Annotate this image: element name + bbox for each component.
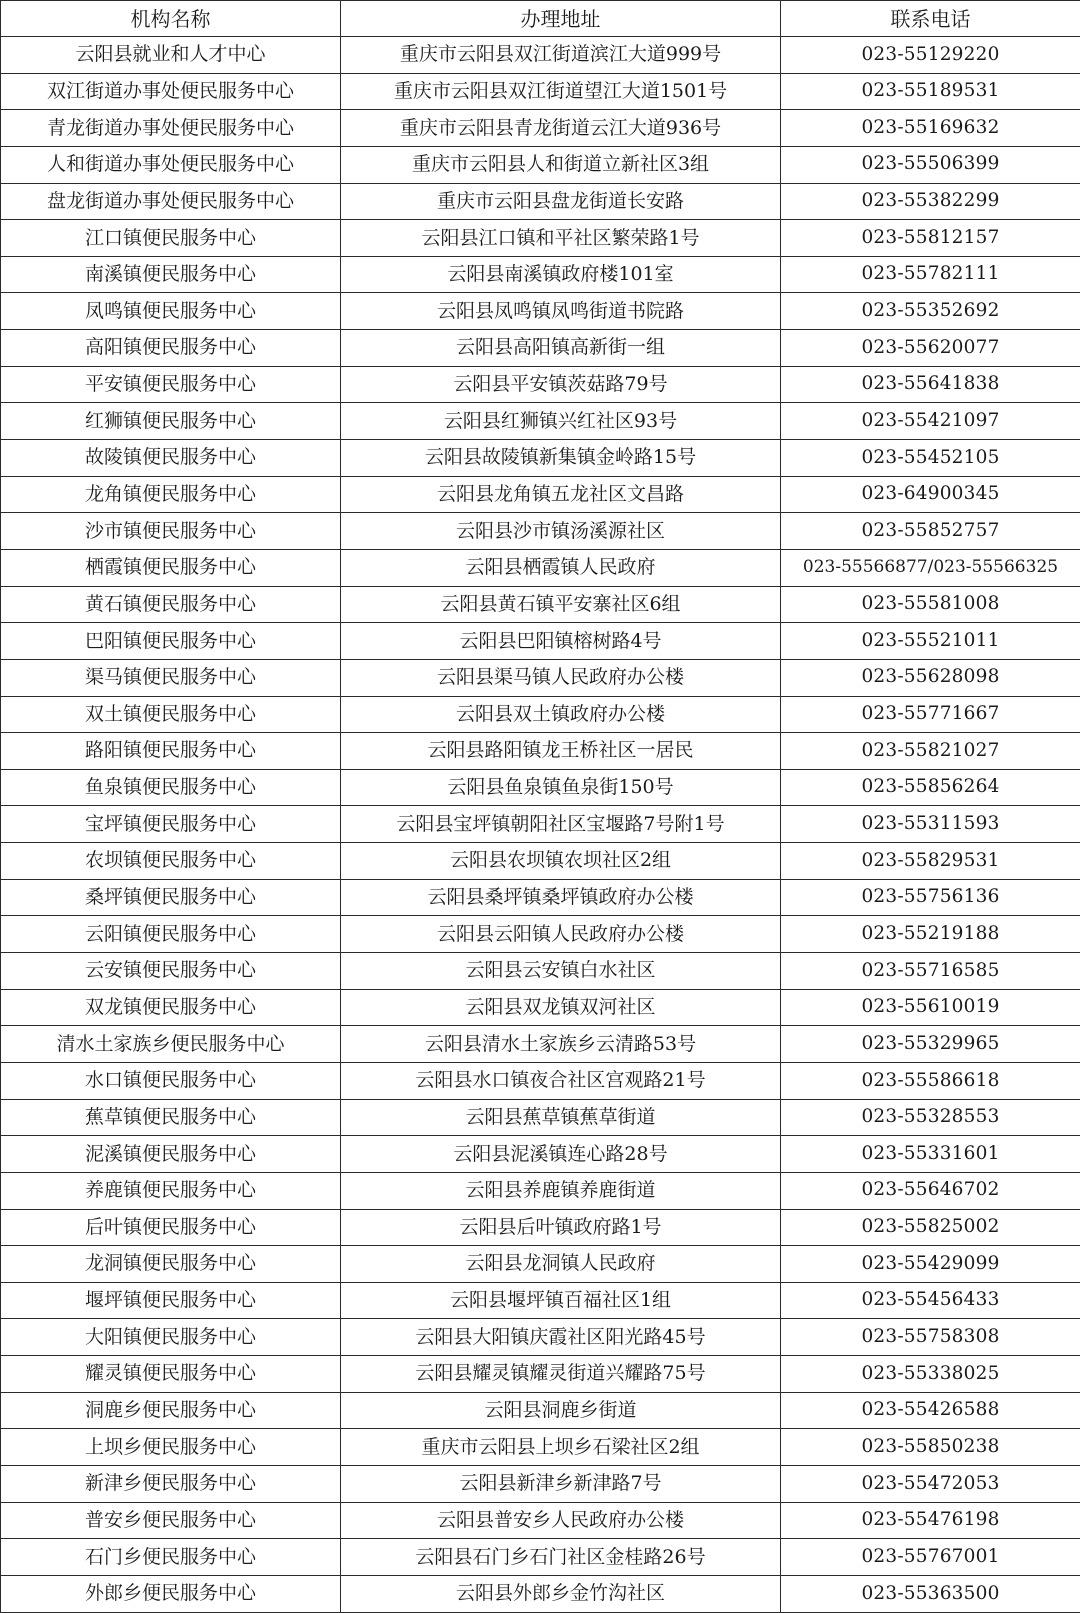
table-row	[1, 1392, 1080, 1429]
institution-name-cell: 云阳县就业和人才中心	[1, 37, 341, 74]
table-row	[1, 330, 1080, 367]
institution-name-cell: 鱼泉镇便民服务中心	[1, 769, 341, 806]
phone-cell: 023-55472053	[781, 1465, 1080, 1502]
table-row	[1, 1099, 1080, 1136]
address-cell: 云阳县新津乡新津路7号	[341, 1465, 781, 1502]
header-institution-name: 机构名称	[1, 1, 341, 37]
address-cell: 云阳县水口镇夜合社区宫观路21号	[341, 1062, 781, 1099]
phone-cell: 023-55328553	[781, 1099, 1080, 1136]
phone-cell: 023-55426588	[781, 1392, 1080, 1429]
institution-name-cell: 栖霞镇便民服务中心	[1, 549, 341, 586]
table-row	[1, 476, 1080, 513]
institution-name-cell: 巴阳镇便民服务中心	[1, 623, 341, 660]
address-cell: 重庆市云阳县双江街道望江大道1501号	[341, 73, 781, 110]
phone-cell: 023-55716585	[781, 953, 1080, 990]
institution-name-cell: 桑坪镇便民服务中心	[1, 879, 341, 916]
address-cell: 云阳县云阳镇人民政府办公楼	[341, 916, 781, 953]
phone-cell: 023-55421097	[781, 403, 1080, 440]
table-body	[1, 37, 1080, 1613]
table-row	[1, 256, 1080, 293]
phone-cell: 023-55382299	[781, 183, 1080, 220]
institution-name-cell: 水口镇便民服务中心	[1, 1062, 341, 1099]
phone-cell: 023-55628098	[781, 659, 1080, 696]
phone-cell: 023-55581008	[781, 586, 1080, 623]
address-cell: 云阳县桑坪镇桑坪镇政府办公楼	[341, 879, 781, 916]
address-cell: 云阳县平安镇茨菇路79号	[341, 366, 781, 403]
institution-name-cell: 普安乡便民服务中心	[1, 1502, 341, 1539]
table-row	[1, 696, 1080, 733]
address-cell: 云阳县农坝镇农坝社区2组	[341, 843, 781, 880]
address-cell: 云阳县云安镇白水社区	[341, 953, 781, 990]
address-cell: 云阳县堰坪镇百福社区1组	[341, 1282, 781, 1319]
institution-name-cell: 云安镇便民服务中心	[1, 953, 341, 990]
table-row	[1, 879, 1080, 916]
address-cell: 重庆市云阳县盘龙街道长安路	[341, 183, 781, 220]
institution-name-cell: 双土镇便民服务中心	[1, 696, 341, 733]
address-cell: 云阳县鱼泉镇鱼泉街150号	[341, 769, 781, 806]
phone-cell: 023-55476198	[781, 1502, 1080, 1539]
institution-name-cell: 双龙镇便民服务中心	[1, 989, 341, 1026]
phone-cell: 023-55311593	[781, 806, 1080, 843]
institution-name-cell: 农坝镇便民服务中心	[1, 843, 341, 880]
institution-name-cell: 红狮镇便民服务中心	[1, 403, 341, 440]
phone-cell: 023-55852757	[781, 513, 1080, 550]
address-cell: 云阳县宝坪镇朝阳社区宝堰路7号附1号	[341, 806, 781, 843]
institution-name-cell: 平安镇便民服务中心	[1, 366, 341, 403]
phone-cell: 023-55856264	[781, 769, 1080, 806]
phone-cell: 023-55758308	[781, 1319, 1080, 1356]
institution-name-cell: 石门乡便民服务中心	[1, 1539, 341, 1576]
address-cell: 云阳县双龙镇双河社区	[341, 989, 781, 1026]
table-row	[1, 1282, 1080, 1319]
phone-cell: 023-55219188	[781, 916, 1080, 953]
phone-cell: 023-55829531	[781, 843, 1080, 880]
address-cell: 云阳县高阳镇高新街一组	[341, 330, 781, 367]
institution-name-cell: 外郎乡便民服务中心	[1, 1575, 341, 1612]
institution-name-cell: 渠马镇便民服务中心	[1, 659, 341, 696]
phone-cell: 023-55771667	[781, 696, 1080, 733]
address-cell: 云阳县泥溪镇连心路28号	[341, 1136, 781, 1173]
table-row	[1, 1539, 1080, 1576]
phone-cell: 023-55566877/023-55566325	[781, 549, 1080, 586]
address-cell: 云阳县蕉草镇蕉草街道	[341, 1099, 781, 1136]
phone-cell: 023-55767001	[781, 1539, 1080, 1576]
table-row	[1, 1246, 1080, 1283]
table-row	[1, 843, 1080, 880]
institution-name-cell: 故陵镇便民服务中心	[1, 440, 341, 477]
institution-name-cell: 新津乡便民服务中心	[1, 1465, 341, 1502]
institution-name-cell: 凤鸣镇便民服务中心	[1, 293, 341, 330]
address-cell: 云阳县普安乡人民政府办公楼	[341, 1502, 781, 1539]
table-header	[1, 1, 1080, 37]
institution-name-cell: 沙市镇便民服务中心	[1, 513, 341, 550]
phone-cell: 023-55812157	[781, 220, 1080, 257]
phone-cell: 023-55821027	[781, 733, 1080, 770]
address-cell: 云阳县江口镇和平社区繁荣路1号	[341, 220, 781, 257]
phone-cell: 023-55586618	[781, 1062, 1080, 1099]
address-cell: 云阳县凤鸣镇凤鸣街道书院路	[341, 293, 781, 330]
phone-cell: 023-55452105	[781, 440, 1080, 477]
institution-name-cell: 龙角镇便民服务中心	[1, 476, 341, 513]
table-row	[1, 1062, 1080, 1099]
phone-cell: 023-55782111	[781, 256, 1080, 293]
table-row	[1, 1172, 1080, 1209]
table-row	[1, 110, 1080, 147]
address-cell: 云阳县外郎乡金竹沟社区	[341, 1575, 781, 1612]
institution-name-cell: 路阳镇便民服务中心	[1, 733, 341, 770]
institution-name-cell: 耀灵镇便民服务中心	[1, 1356, 341, 1393]
institution-name-cell: 清水土家族乡便民服务中心	[1, 1026, 341, 1063]
address-cell: 重庆市云阳县上坝乡石梁社区2组	[341, 1429, 781, 1466]
institution-name-cell: 养鹿镇便民服务中心	[1, 1172, 341, 1209]
header-phone: 联系电话	[781, 1, 1080, 37]
address-cell: 云阳县沙市镇汤溪源社区	[341, 513, 781, 550]
address-cell: 云阳县清水土家族乡云清路53号	[341, 1026, 781, 1063]
phone-cell: 023-55363500	[781, 1575, 1080, 1612]
table-row	[1, 916, 1080, 953]
address-cell: 云阳县洞鹿乡街道	[341, 1392, 781, 1429]
table-row	[1, 513, 1080, 550]
phone-cell: 023-55331601	[781, 1136, 1080, 1173]
address-cell: 云阳县栖霞镇人民政府	[341, 549, 781, 586]
address-cell: 云阳县黄石镇平安寨社区6组	[341, 586, 781, 623]
address-cell: 重庆市云阳县人和街道立新社区3组	[341, 146, 781, 183]
phone-cell: 023-55352692	[781, 293, 1080, 330]
table-row	[1, 586, 1080, 623]
phone-cell: 023-55329965	[781, 1026, 1080, 1063]
table-row	[1, 73, 1080, 110]
table-row	[1, 659, 1080, 696]
table-row	[1, 623, 1080, 660]
phone-cell: 023-55506399	[781, 146, 1080, 183]
address-cell: 云阳县红狮镇兴红社区93号	[341, 403, 781, 440]
address-cell: 云阳县龙洞镇人民政府	[341, 1246, 781, 1283]
address-cell: 云阳县渠马镇人民政府办公楼	[341, 659, 781, 696]
phone-cell: 023-55850238	[781, 1429, 1080, 1466]
institution-name-cell: 云阳镇便民服务中心	[1, 916, 341, 953]
header-row	[1, 1, 1080, 37]
address-cell: 云阳县后叶镇政府路1号	[341, 1209, 781, 1246]
institution-name-cell: 宝坪镇便民服务中心	[1, 806, 341, 843]
table-row	[1, 769, 1080, 806]
address-cell: 云阳县巴阳镇榕树路4号	[341, 623, 781, 660]
phone-cell: 023-55456433	[781, 1282, 1080, 1319]
institution-name-cell: 青龙街道办事处便民服务中心	[1, 110, 341, 147]
phone-cell: 023-55169632	[781, 110, 1080, 147]
table-row	[1, 549, 1080, 586]
table-row	[1, 1026, 1080, 1063]
table-row	[1, 183, 1080, 220]
table-row	[1, 1502, 1080, 1539]
table-row	[1, 293, 1080, 330]
phone-cell: 023-55641838	[781, 366, 1080, 403]
address-cell: 云阳县耀灵镇耀灵街道兴耀路75号	[341, 1356, 781, 1393]
institution-name-cell: 江口镇便民服务中心	[1, 220, 341, 257]
table-row	[1, 1356, 1080, 1393]
table-row	[1, 366, 1080, 403]
institution-name-cell: 高阳镇便民服务中心	[1, 330, 341, 367]
institution-name-cell: 双江街道办事处便民服务中心	[1, 73, 341, 110]
institution-name-cell: 上坝乡便民服务中心	[1, 1429, 341, 1466]
address-cell: 云阳县石门乡石门社区金桂路26号	[341, 1539, 781, 1576]
phone-cell: 023-55610019	[781, 989, 1080, 1026]
table-row	[1, 1209, 1080, 1246]
institution-name-cell: 蕉草镇便民服务中心	[1, 1099, 341, 1136]
table-row	[1, 1465, 1080, 1502]
address-cell: 重庆市云阳县双江街道滨江大道999号	[341, 37, 781, 74]
phone-cell: 023-55521011	[781, 623, 1080, 660]
address-cell: 云阳县双土镇政府办公楼	[341, 696, 781, 733]
institution-name-cell: 盘龙街道办事处便民服务中心	[1, 183, 341, 220]
table-row	[1, 37, 1080, 74]
phone-cell: 023-55189531	[781, 73, 1080, 110]
table-row	[1, 1429, 1080, 1466]
table-row	[1, 440, 1080, 477]
table-row	[1, 1575, 1080, 1612]
institution-name-cell: 人和街道办事处便民服务中心	[1, 146, 341, 183]
phone-cell: 023-55129220	[781, 37, 1080, 74]
institution-name-cell: 龙洞镇便民服务中心	[1, 1246, 341, 1283]
address-cell: 云阳县大阳镇庆霞社区阳光路45号	[341, 1319, 781, 1356]
address-cell: 云阳县养鹿镇养鹿街道	[341, 1172, 781, 1209]
phone-cell: 023-55429099	[781, 1246, 1080, 1283]
institution-name-cell: 后叶镇便民服务中心	[1, 1209, 341, 1246]
address-cell: 云阳县故陵镇新集镇金岭路15号	[341, 440, 781, 477]
phone-cell: 023-55620077	[781, 330, 1080, 367]
institution-name-cell: 南溪镇便民服务中心	[1, 256, 341, 293]
address-cell: 云阳县路阳镇龙王桥社区一居民	[341, 733, 781, 770]
institution-name-cell: 泥溪镇便民服务中心	[1, 1136, 341, 1173]
table-row	[1, 733, 1080, 770]
institution-name-cell: 大阳镇便民服务中心	[1, 1319, 341, 1356]
phone-cell: 023-55646702	[781, 1172, 1080, 1209]
phone-cell: 023-55756136	[781, 879, 1080, 916]
address-cell: 云阳县南溪镇政府楼101室	[341, 256, 781, 293]
table-row	[1, 220, 1080, 257]
phone-cell: 023-64900345	[781, 476, 1080, 513]
phone-cell: 023-55825002	[781, 1209, 1080, 1246]
table-row	[1, 989, 1080, 1026]
address-cell: 重庆市云阳县青龙街道云江大道936号	[341, 110, 781, 147]
table-row	[1, 146, 1080, 183]
table-row	[1, 806, 1080, 843]
institution-name-cell: 堰坪镇便民服务中心	[1, 1282, 341, 1319]
phone-cell: 023-55338025	[781, 1356, 1080, 1393]
institution-name-cell: 黄石镇便民服务中心	[1, 586, 341, 623]
table-row	[1, 1136, 1080, 1173]
table-row	[1, 953, 1080, 990]
address-cell: 云阳县龙角镇五龙社区文昌路	[341, 476, 781, 513]
institution-name-cell: 洞鹿乡便民服务中心	[1, 1392, 341, 1429]
table-row	[1, 403, 1080, 440]
table-row	[1, 1319, 1080, 1356]
header-address: 办理地址	[341, 1, 781, 37]
